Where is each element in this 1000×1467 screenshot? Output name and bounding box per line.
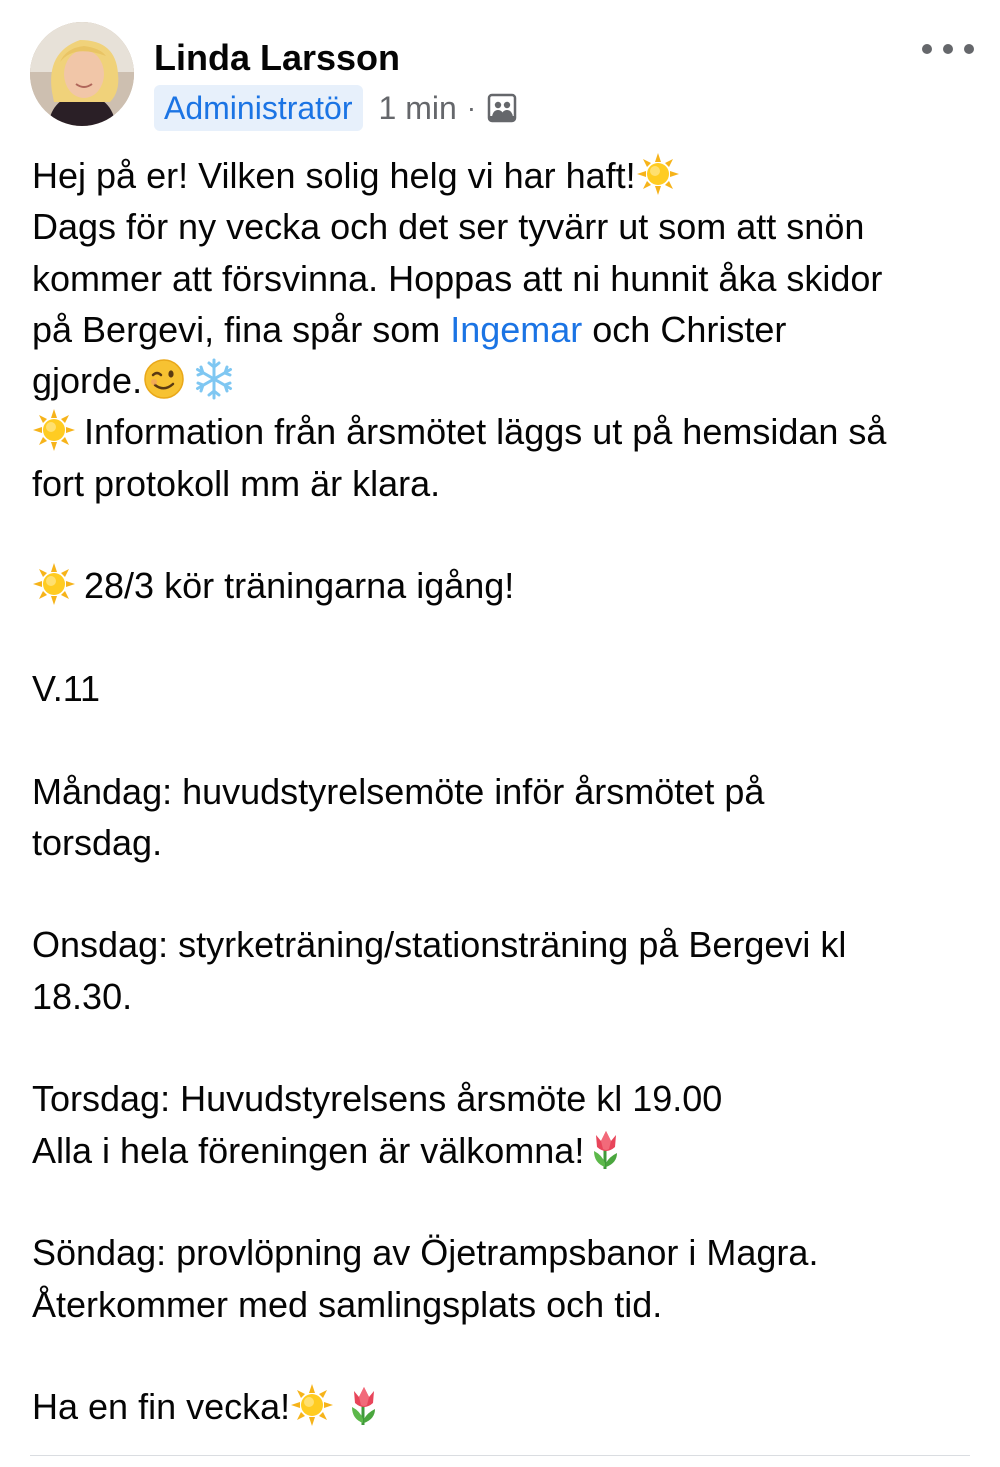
post-text: V.11: [32, 667, 101, 709]
avatar[interactable]: [30, 22, 134, 126]
post-text: Information från årsmötet läggs ut på hemsidan så: [84, 411, 887, 453]
post-text: Alla i hela föreningen är välkomna!: [32, 1129, 585, 1171]
post-text: torsdag.: [32, 821, 163, 863]
author-name[interactable]: Linda Larsson: [154, 37, 401, 78]
more-horizontal-icon: [943, 44, 953, 54]
post-text: Dags för ny vecka och det ser tyvärr ut som att snön: [32, 206, 865, 248]
post-text: 28/3 kör träningarna igång!: [84, 565, 515, 607]
post-divider: [30, 1455, 970, 1456]
post-timestamp[interactable]: 1 min: [378, 89, 457, 126]
post-text: Söndag: provlöpning av Öjetrampsbanor i Magra.: [32, 1232, 819, 1274]
tulip-emoji-icon: [584, 1127, 628, 1171]
admin-badge: Administratör: [154, 85, 363, 131]
post-body: [32, 150, 982, 1432]
post-text: på Bergevi, fina spår som: [32, 308, 451, 350]
post-text: Ha en fin vecka!: [32, 1386, 291, 1428]
post-text: gjorde.: [32, 360, 143, 402]
more-options-button[interactable]: [922, 34, 974, 64]
post-text: kommer att försvinna. Hoppas att ni hunnit åka skidor: [32, 257, 883, 299]
post-text: och Christer: [582, 308, 787, 350]
post-text: Torsdag: Huvudstyrelsens årsmöte kl 19.00: [32, 1078, 723, 1120]
post-text: 18.30.: [32, 975, 133, 1017]
post-meta: [154, 84, 518, 132]
tulip-emoji-icon: [342, 1383, 386, 1427]
group-icon: [486, 92, 518, 124]
post-text: Måndag: huvudstyrelsemöte inför årsmötet på: [32, 770, 765, 812]
meta-separator: ·: [466, 92, 477, 123]
more-horizontal-icon: [964, 44, 974, 54]
post-text: Hej på er! Vilken solig helg vi har haft!: [32, 155, 636, 196]
sun-emoji-icon: [32, 562, 76, 606]
wink-emoji-icon: [142, 357, 186, 401]
sun-emoji-icon: [636, 152, 680, 196]
post-header: [30, 22, 974, 132]
post-text: Återkommer med samlingsplats och tid.: [32, 1283, 663, 1325]
more-horizontal-icon: [922, 44, 932, 54]
mention-link[interactable]: Ingemar: [450, 308, 583, 350]
post-text: Onsdag: styrketräning/stationsträning på Bergevi kl: [32, 924, 847, 966]
snowflake-emoji-icon: [192, 357, 236, 401]
sun-emoji-icon: [290, 1383, 334, 1427]
sun-emoji-icon: [32, 408, 76, 452]
post-text: fort protokoll mm är klara.: [32, 462, 441, 504]
